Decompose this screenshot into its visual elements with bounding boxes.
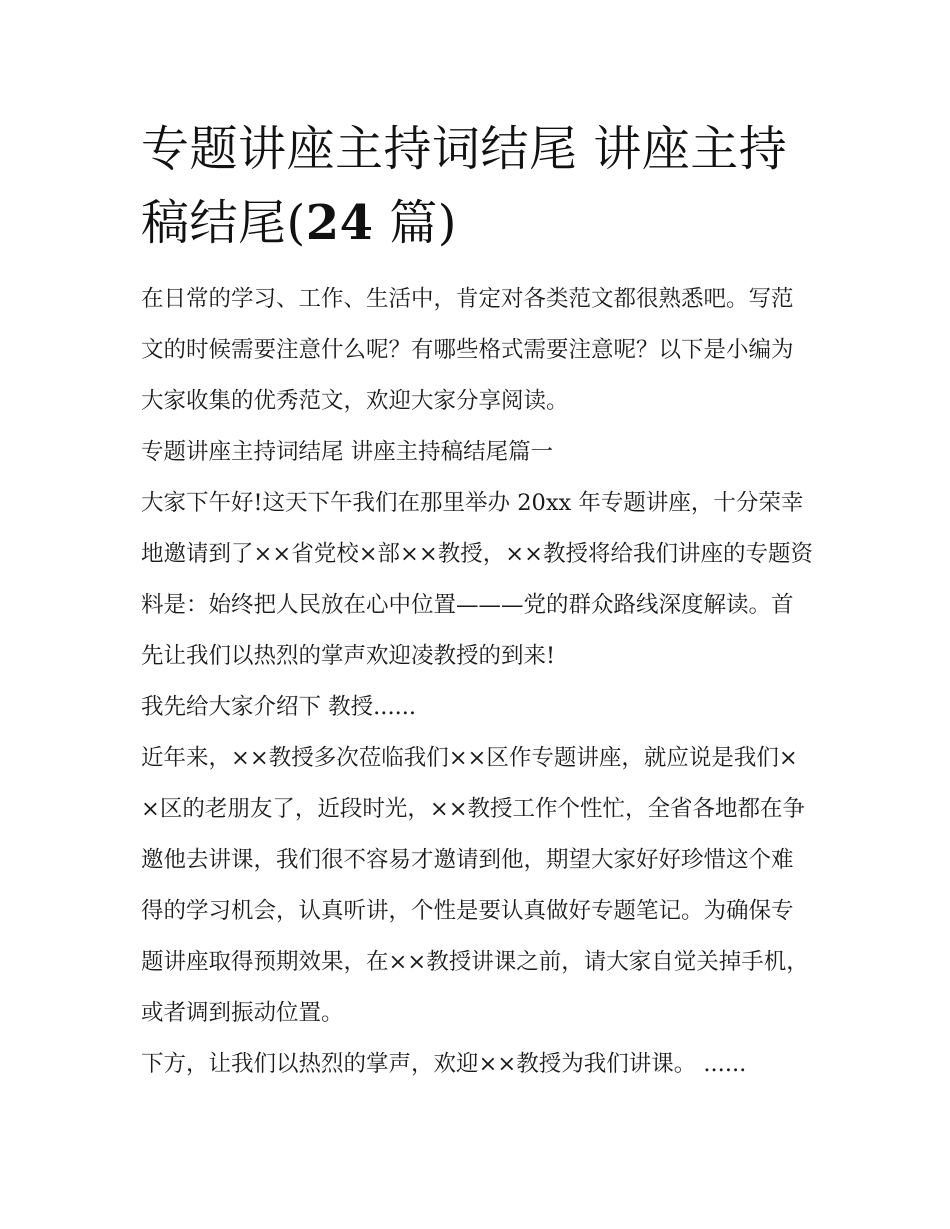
- body-paragraph: 大家下午好!这天下午我们在那里举办 20xx 年专题讲座，十分荣幸地邀请到了××省党校×部××教授，××教授将给我们讲座的专题资料是：始终把人民放在心中位置———党的群众路线深度解读。首先让我们以热烈的掌声欢迎凌教授的到来!: [141, 490, 813, 669]
- section-heading: 专题讲座主持词结尾 讲座主持稿结尾篇一: [141, 439, 554, 465]
- document-body: [141, 274, 813, 1090]
- body-paragraph: 近年来，××教授多次莅临我们××区作专题讲座，就应说是我们××区的老朋友了，近段时光，××教授工作个性忙，全省各地都在争邀他去讲课，我们很不容易才邀请到他，期望大家好好珍惜这个难得的学习机会，认真听讲，个性是要认真做好专题笔记。为确保专题讲座取得预期效果，在××教授讲课之前，请大家自觉关掉手机，或者调到振动位置。: [141, 745, 809, 1026]
- document-title: [141, 112, 813, 260]
- intro-paragraph: 在日常的学习、工作、生活中，肯定对各类范文都很熟悉吧。写范文的时候需要注意什么呢？有哪些格式需要注意呢？以下是小编为大家收集的优秀范文，欢迎大家分享阅读。: [141, 286, 794, 414]
- document-page: [141, 112, 813, 1090]
- body-paragraph: 下方，让我们以热烈的掌声，欢迎××教授为我们讲课。 ......: [141, 1051, 747, 1077]
- title-number: 24: [305, 195, 374, 251]
- title-text-part2: 篇): [373, 195, 458, 251]
- title-text-part1: 专题讲座主持词结尾 讲座主持稿结尾(: [141, 121, 788, 251]
- body-paragraph: 我先给大家介绍下 教授......: [141, 694, 417, 720]
